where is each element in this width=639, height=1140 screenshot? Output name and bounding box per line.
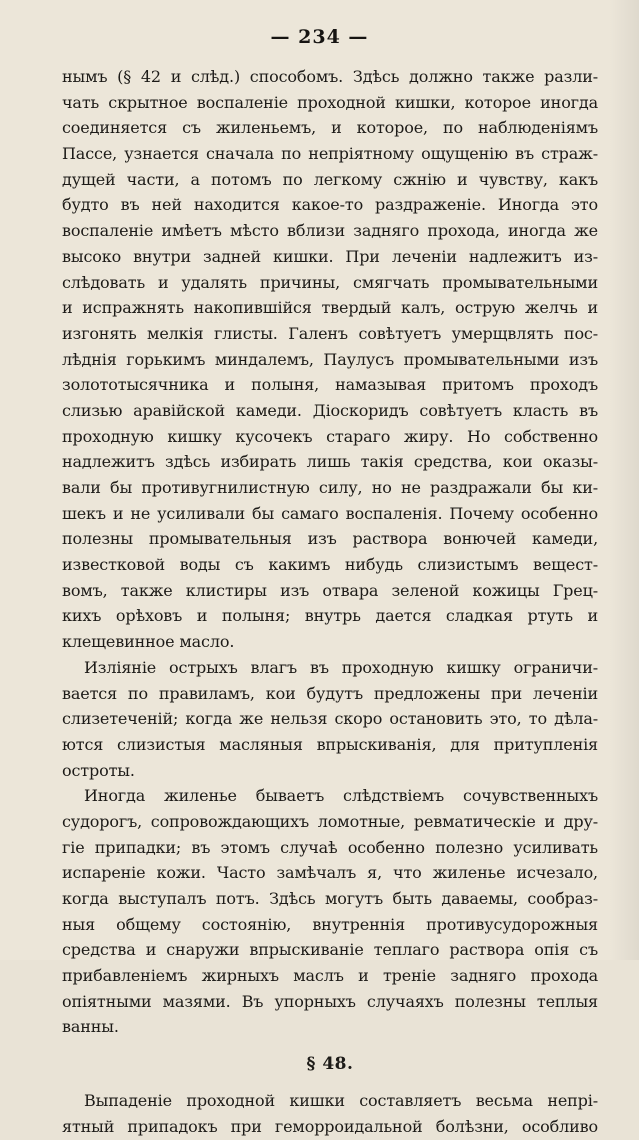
text-line: соединяется съ жиленьемъ, и которое, по наблюденіямъ — [62, 118, 598, 138]
text-line: и испражнять накопившійся твердый калъ, острую желчь и — [62, 298, 598, 318]
text-line: судорогъ, сопровождающихъ ломотные, ревматическіе и дру- — [62, 811, 598, 831]
text-line: Пассе, узнается сначала по непріятному ощущенію въ страж- — [62, 144, 598, 164]
paragraph-1 — [62, 64, 598, 655]
text-line: остроты. — [62, 760, 135, 780]
text-line: шекъ и не усиливали бы самаго воспаленія. Почему особенно — [62, 503, 598, 523]
text-line: слизью аравійской камеди. Діоскоридъ совѣтуетъ класть въ — [62, 400, 598, 420]
paragraph-4 — [62, 1088, 598, 1139]
text-line: полезны промывательныя изъ раствора вонючей камеди, — [62, 529, 598, 549]
text-line: ятный припадокъ при геморроидальной болѣзни, особливо — [62, 1116, 598, 1136]
section-heading: § 48. — [306, 1054, 354, 1075]
paragraph-2 — [62, 655, 598, 783]
text-line: вается по правиламъ, кои будутъ предложены при леченіи — [62, 683, 598, 703]
text-line: воспаленіе имѣетъ мѣсто вблизи задняго прохода, иногда же — [62, 221, 598, 241]
paragraph-3 — [62, 783, 598, 1040]
text-line: Иногда жиленье бываетъ слѣдствіемъ сочувственныхъ — [84, 786, 598, 806]
text-line: ются слизистыя масляныя впрыскиванія, для притупленія — [62, 734, 598, 754]
text-line: средства и снаружи впрыскиваніе теплаго раствора опія съ — [62, 940, 598, 960]
text-line: опіятными мазями. Въ упорныхъ случаяхъ полезны теплыя — [62, 991, 598, 1011]
page-number: — 234 — — [270, 26, 369, 48]
text-line: Выпаденіе проходной кишки составляетъ весьма непрі- — [84, 1091, 598, 1111]
text-line: ныя общему состоянію, внутреннія противусудорожныя — [62, 914, 598, 934]
text-line: известковой воды съ какимъ нибудь слизистымъ вещест- — [62, 555, 598, 575]
text-line: прибавленіемъ жирныхъ маслъ и треніе задняго прохода — [62, 966, 598, 986]
text-line: слѣдовать и удалять причины, смягчать промывательными — [62, 272, 598, 292]
page-edge-shadow — [609, 0, 639, 960]
text-line: высоко внутри задней кишки. При леченіи надлежитъ из- — [62, 246, 598, 266]
text-line: ванны. — [62, 1017, 119, 1037]
text-line: будто въ ней находится какое-то раздраженіе. Иногда это — [62, 195, 598, 215]
text-line: вали бы противугнилистную силу, но не раздражали бы ки- — [62, 478, 598, 497]
text-line: кихъ орѣховъ и полыня; внутрь дается сладкая ртуть и — [62, 606, 598, 626]
text-line: Изліяніе острыхъ влагъ въ проходную кишку ограничи- — [84, 657, 598, 677]
text-line: слизетеченій; когда же нельзя скоро остановить это, то дѣла- — [62, 709, 598, 729]
text-line: гіе припадки; въ этомъ случаѣ особенно полезно усиливать — [62, 837, 598, 857]
text-line: дущей части, а потомъ по легкому сжнію и чувству, какъ — [62, 169, 598, 189]
text-line: чать скрытное воспаленіе проходной кишки, которое иногда — [62, 92, 598, 112]
text-line: клещевинное масло. — [62, 632, 235, 652]
body-text — [62, 64, 598, 1140]
text-line: когда выступалъ потъ. Здѣсь могутъ быть даваемы, сообраз- — [62, 889, 598, 908]
text-line: нымъ (§ 42 и слѣд.) способомъ. Здѣсь должно также разли- — [62, 67, 598, 86]
text-line: проходную кишку кусочекъ стараго жиру. Но собственно — [62, 426, 598, 446]
text-line: лѣднія горькимъ миндалемъ, Паулусъ промывательными изъ — [62, 349, 598, 369]
text-line: надлежитъ здѣсь избирать лишь такія средства, кои оказы- — [62, 452, 598, 472]
text-line: вомъ, также клистиры изъ отвара зеленой кожицы Грец- — [62, 580, 598, 600]
text-line: изгонять мелкія глисты. Галенъ совѣтуетъ умерщвлять пос- — [62, 323, 598, 343]
text-line: испареніе кожи. Часто замѣчалъ я, что жиленье исчезало, — [62, 863, 598, 883]
text-line: золототысячника и полыня, намазывая притомъ проходъ — [62, 375, 598, 395]
